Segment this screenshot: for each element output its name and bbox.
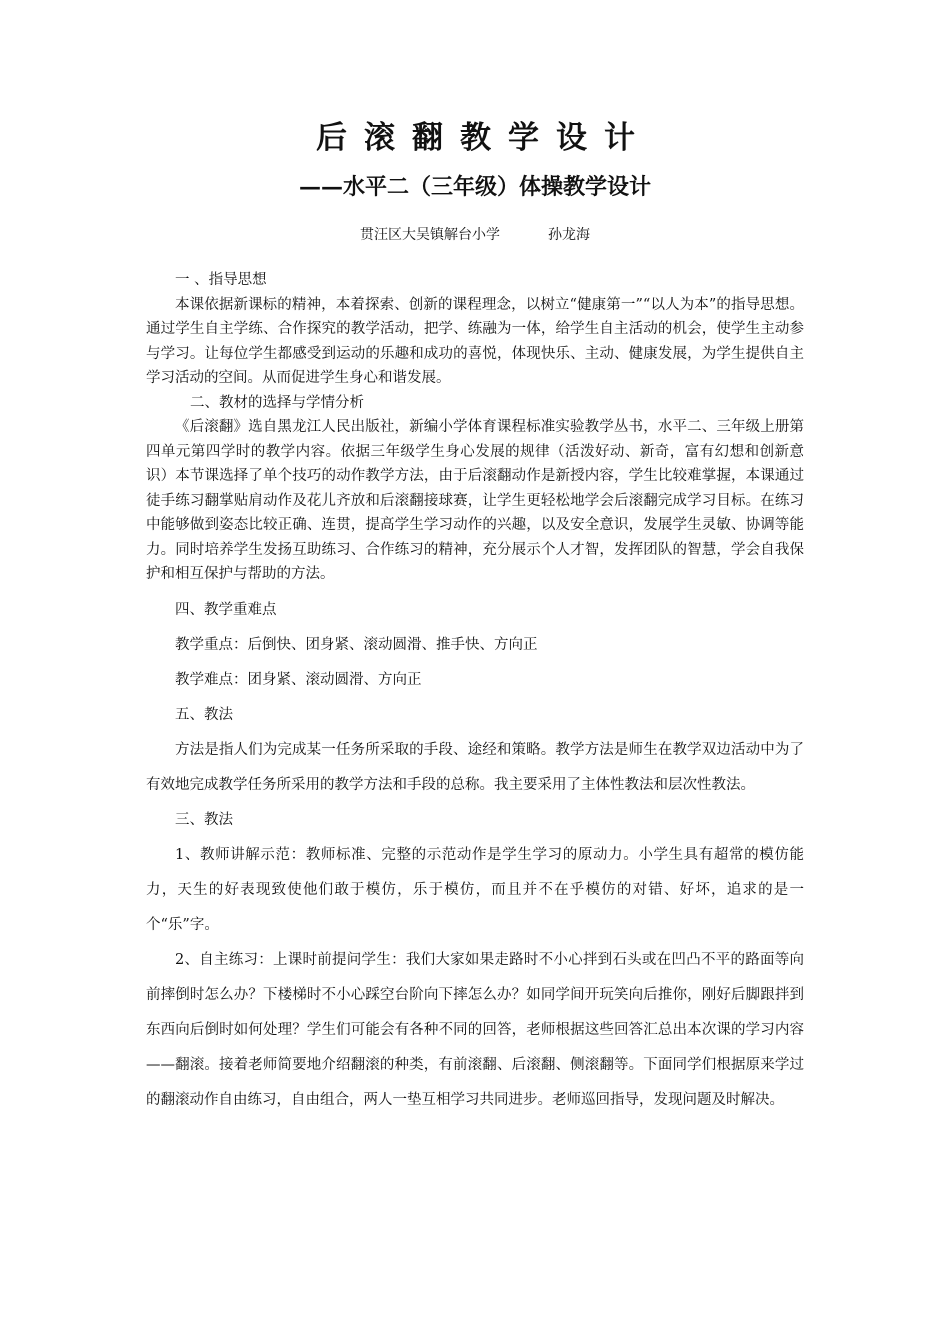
school-name: 贯汪区大吴镇解台小学 bbox=[360, 227, 500, 243]
dense-section bbox=[146, 268, 804, 587]
loose-section bbox=[146, 593, 804, 1118]
paragraph-material-analysis: 《后滚翻》选自黑龙江人民出版社，新编小学体育课程标准实验教学丛书，水平二、三年级上册第四单元第四学时的教学内容。依据三年级学生身心发展的规律（活泼好动、新奇，富有幻想和创新意识）本节课选择了单个技巧的动作教学方法，由于后滚翻动作是新授内容，学生比较难掌握，本课通过徒手练习翻掌贴肩动作及花儿齐放和后滚翻接球赛，让学生更轻松地学会后滚翻完成学习目标。在练习中能够做到姿态比较正确、连贯，提高学生学习动作的兴趣，以及安全意识，发展学生灵敏、协调等能力。同时培养学生发扬互助练习、合作练习的精神，充分展示个人才智，发挥团队的智慧，学会自我保护和相互保护与帮助的方法。 bbox=[146, 419, 804, 582]
section-heading-teaching-methods-3: 三、教法 bbox=[175, 811, 233, 828]
section-heading-teaching-methods-5: 五、教法 bbox=[175, 706, 233, 723]
document-title: 后滚翻教学设计 bbox=[316, 120, 652, 156]
paragraph-difficult-points: 教学难点：团身紧、滚动圆滑、方向正 bbox=[175, 671, 422, 688]
paragraph-guiding-ideology: 本课依据新课标的精神，本着探索、创新的课程理念，以树立“健康第一”“以人为本”的指导思想。通过学生自主学练、合作探究的教学活动，把学、练融为一体，给学生自主活动的机会，使学生主动参与学习。让每位学生都感受到运动的乐趣和成功的喜悦，体现快乐、主动、健康发展，为学生提供自主学习活动的空间。从而促进学生身心和谐发展。 bbox=[146, 296, 804, 386]
paragraph-demonstration: 1、教师讲解示范：教师标准、完整的示范动作是学生学习的原动力。小学生具有超常的模仿能力，天生的好表现致使他们敢于模仿，乐于模仿，而且并不在乎模仿的对错、好坏，追求的是一个“乐”字。 bbox=[146, 846, 804, 933]
author-name: 孙龙海 bbox=[548, 227, 590, 243]
document-subtitle: ——水平二（三年级）体操教学设计 bbox=[298, 174, 651, 200]
section-heading-guiding-ideology: 一 、指导思想 bbox=[175, 272, 267, 288]
section-heading-key-points: 四、教学重难点 bbox=[175, 601, 277, 618]
author-line bbox=[146, 222, 804, 248]
paragraph-teaching-methods-5: 方法是指人们为完成某一任务所采取的手段、途经和策略。教学方法是师生在教学双边活动中为了有效地完成教学任务所采用的教学方法和手段的总称。我主要采用了主体性教法和层次性教法。 bbox=[146, 741, 804, 793]
paragraph-self-practice: 2、自主练习：上课时前提问学生：我们大家如果走路时不小心拌到石头或在凹凸不平的路面等向前摔倒时怎么办？下楼梯时不小心踩空台阶向下摔怎么办？如同学间开玩笑向后推你，刚好后脚跟拌到东西向后倒时如何处理？学生们可能会有各种不同的回答，老师根据这些回答汇总出本次课的学习内容——翻滚。接着老师简要地介绍翻滚的种类，有前滚翻、后滚翻、侧滚翻等。下面同学们根据原来学过的翻滚动作自由练习，自由组合，两人一垫互相学习共同进步。老师巡回指导，发现问题及时解决。 bbox=[146, 951, 804, 1108]
section-heading-material-analysis: 二、教材的选择与学情分析 bbox=[190, 394, 364, 411]
paragraph-key-points: 教学重点：后倒快、团身紧、滚动圆滑、推手快、方向正 bbox=[175, 636, 538, 653]
